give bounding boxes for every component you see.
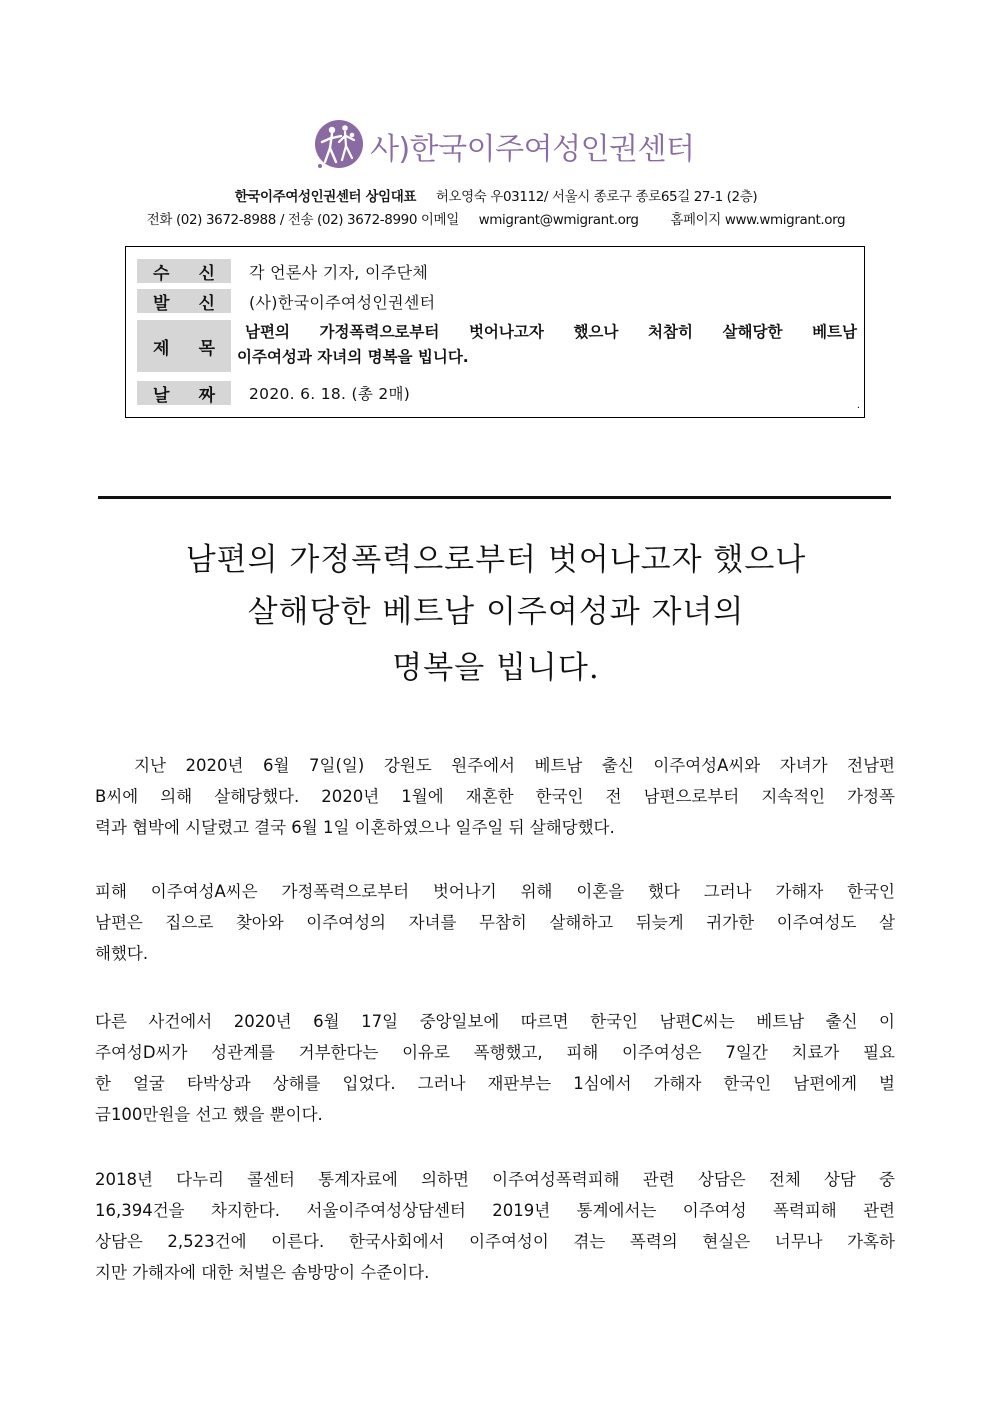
footnote-mark: . bbox=[856, 400, 860, 411]
paragraph-line: 한 얼굴 타박상과 상해를 입었다. 그러나 재판부는 1심에서 가해자 한국인 남편에게 벌 bbox=[95, 1074, 895, 1093]
subject-line-1: 남편의 가정폭력으로부터 벗어나고자 했으나 처참히 살해당한 베트남 bbox=[245, 323, 857, 341]
press-release-header-box bbox=[125, 246, 865, 418]
label-char: 신 bbox=[198, 293, 215, 314]
paragraph-line: 남편은 집으로 찾아와 이주여성의 자녀를 무참히 살해하고 뒤늦게 귀가한 이주여성도 살 bbox=[95, 913, 895, 932]
paragraph-line: 지만 가해자에 대한 처벌은 솜방망이 수준이다. bbox=[95, 1263, 430, 1282]
paragraph-line: 다른 사건에서 2020년 6월 17일 중앙일보에 따르면 한국인 남편C씨는 베트남 출신 이 bbox=[95, 1012, 895, 1031]
paragraph-line: 상담은 2,523건에 이른다. 한국사회에서 이주여성이 겪는 폭력의 현실은 너무나 가혹하 bbox=[95, 1232, 895, 1251]
paragraph-line: 력과 협박에 시달렸고 결국 6월 1일 이혼하였으나 일주일 뒤 살해당했다. bbox=[95, 818, 615, 837]
paragraph-2 bbox=[95, 876, 895, 969]
paragraph-line: 16,394건을 차지한다. 서울이주여성상담센터 2019년 통계에서는 이주여성 폭력피해 관련 bbox=[95, 1201, 895, 1220]
paragraph-3 bbox=[95, 1006, 895, 1130]
org-address-line bbox=[0, 185, 992, 205]
label-char: 목 bbox=[198, 338, 215, 359]
paragraph-line: 지난 2020년 6월 7일(일) 강원도 원주에서 베트남 출신 이주여성A씨와 자녀가 전남편 bbox=[95, 756, 895, 775]
subject-line-2: 이주여성과 자녀의 명복을 빕니다. bbox=[237, 348, 469, 366]
dancing-figures-icon bbox=[312, 118, 366, 172]
recipient-value: 각 언론사 기자, 이주단체 bbox=[249, 262, 429, 282]
label-char: 제 bbox=[153, 338, 170, 359]
date-label bbox=[137, 381, 231, 405]
headline-line-3: 명복을 빕니다. bbox=[392, 650, 600, 686]
org-representative: 한국이주여성인권센터 상임대표 bbox=[234, 189, 417, 205]
org-address: 허오영숙 우03112/ 서울시 종로구 종로65길 27-1 (2층) bbox=[435, 189, 758, 205]
label-char: 날 bbox=[153, 385, 170, 406]
label-char: 짜 bbox=[198, 385, 215, 406]
label-char: 수 bbox=[153, 263, 170, 284]
org-homepage[interactable]: 홈페이지 www.wmigrant.org bbox=[670, 212, 846, 228]
headline-line-1: 남편의 가정폭력으로부터 벗어나고자 했으나 bbox=[185, 542, 807, 578]
paragraph-4 bbox=[95, 1164, 895, 1288]
sender-value: (사)한국이주여성인권센터 bbox=[249, 292, 436, 312]
paragraph-line: 금100만원을 선고 했을 뿐이다. bbox=[95, 1105, 323, 1124]
subject-label bbox=[137, 320, 231, 372]
recipient-label bbox=[137, 259, 231, 283]
paragraph-1 bbox=[95, 750, 895, 843]
label-char: 신 bbox=[198, 263, 215, 284]
paragraph-line: 해했다. bbox=[95, 944, 149, 963]
organization-logo bbox=[312, 118, 695, 176]
paragraph-line: 2018년 다누리 콜센터 통계자료에 의하면 이주여성폭력피해 관련 상담은 전체 상담 중 bbox=[95, 1170, 895, 1189]
paragraph-line: B씨에 의해 살해당했다. 2020년 1월에 재혼한 한국인 전 남편으로부터 지속적인 가정폭 bbox=[95, 787, 895, 806]
paragraph-line: 피해 이주여성A씨은 가정폭력으로부터 벗어나기 위해 이혼을 했다 그러나 가해자 한국인 bbox=[95, 882, 895, 901]
divider bbox=[98, 496, 891, 499]
date-value: 2020. 6. 18. (총 2매) bbox=[249, 385, 411, 403]
sender-label bbox=[137, 289, 231, 313]
org-contact-line bbox=[0, 208, 992, 228]
logo-text: 사)한국이주여성인권센터 bbox=[370, 132, 695, 167]
label-char: 발 bbox=[153, 293, 170, 314]
paragraph-line: 주여성D씨가 성관계를 거부한다는 이유로 폭행했고, 피해 이주여성은 7일간 치료가 필요 bbox=[95, 1043, 895, 1062]
org-email[interactable]: wmigrant@wmigrant.org bbox=[478, 212, 639, 228]
headline-line-2: 살해당한 베트남 이주여성과 자녀의 bbox=[247, 594, 745, 630]
org-phone: 전화 (02) 3672-8988 / 전송 (02) 3672-8990 이메일 bbox=[146, 212, 459, 228]
